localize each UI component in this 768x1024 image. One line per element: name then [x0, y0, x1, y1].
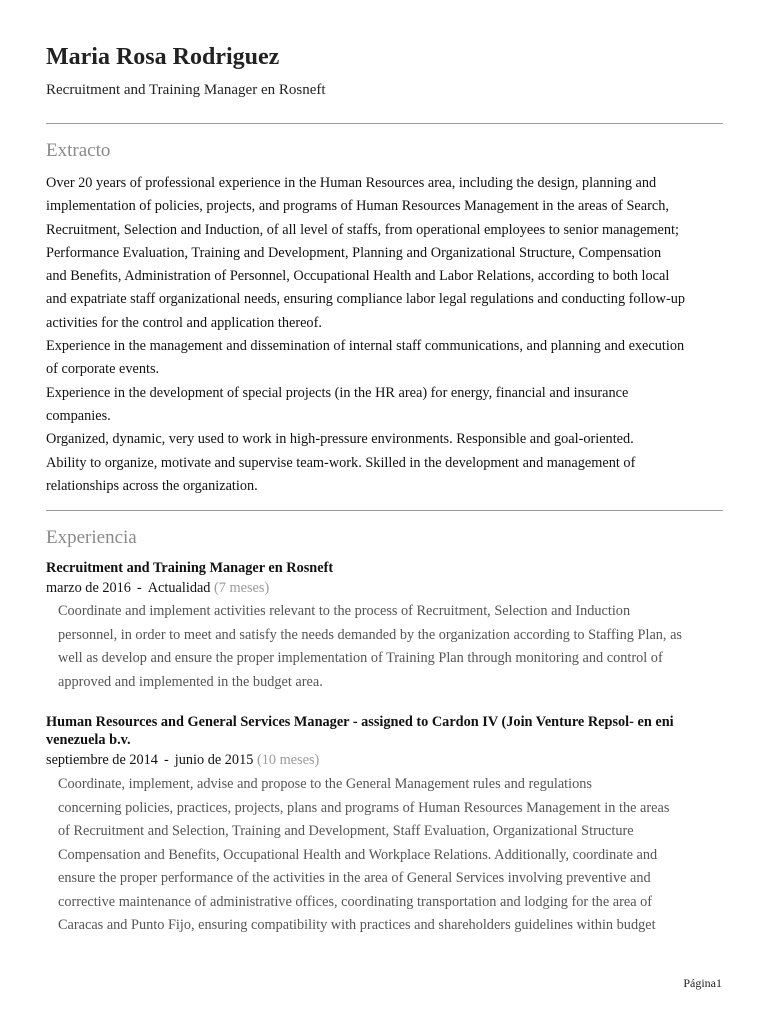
summary-paragraph: Organized, dynamic, very used to work in high-pressure environments. Responsible and goal-oriented.: [46, 431, 634, 448]
job-dates: [46, 750, 319, 770]
job-description: Coordinate, implement, advise and propose to the General Management rules and regulations concerning policies, practices, projects, plans and programs of Human Resources Management in the areas of Recruitment and Selection, Training and Development, Staff Evaluation, Organizational Structure Compensation and Benefits, Occupational Health and Workplace Relations. Additionally, coordinate and ensure the proper performance of the activities in the area of General Services involving preventive and corrective maintenance of administrative offices, coordinating transportation and lodging for the area of Caracas and Punto Fijo, ensuring compatibility with practices and shareholders guidelines within budget: [58, 776, 670, 933]
job-duration: (7 meses): [214, 580, 270, 596]
summary-paragraph: Ability to organize, motivate and supervise team-work. Skilled in the development and management of relationships across the organization.: [46, 454, 636, 494]
profile-name: Maria Rosa Rodriguez: [46, 44, 280, 70]
summary-section-title: Extracto: [46, 140, 111, 161]
page-number: Página1: [683, 976, 722, 990]
job-start-date: marzo de 2016: [46, 580, 131, 596]
section-divider: [46, 510, 723, 511]
experience-section-title: Experiencia: [46, 527, 137, 548]
date-separator: -: [163, 752, 169, 768]
summary-paragraph: Over 20 years of professional experience in the Human Resources area, including the design, planning and implementation of policies, projects, and programs of Human Resources Management in the areas of Search, Recruitment, Selection and Induction, of all level of staffs, from operational employees to senior management; Performance Evaluation, Training and Development, Planning and Organizational Structure, Compensation and Benefits, Administration of Personnel, Occupational Health and Labor Relations, according to both local and expatriate staff organizational needs, ensuring compliance labor legal regulations and conducting follow-up activities for the control and application thereof.: [46, 175, 686, 331]
job-description: Coordinate and implement activities relevant to the process of Recruitment, Selection and Induction personnel, in order to meet and satisfy the needs demanded by the organization according to Staffing Plan, as well as develop and ensure the proper implementation of Training Plan through monitoring and control of approved and implemented in the budget area.: [58, 603, 682, 690]
section-divider: [46, 123, 723, 124]
date-separator: -: [136, 580, 142, 596]
job-end-date: junio de 2015: [174, 752, 254, 768]
job-dates: [46, 578, 269, 598]
job-title: Human Resources and General Services Manager - assigned to Cardon IV (Join Venture Repsol- en eni venezuela b.v.: [46, 714, 674, 748]
job-start-date: septiembre de 2014: [46, 752, 158, 768]
summary-paragraph: Experience in the development of special projects (in the HR area) for energy, financial and insurance companies.: [46, 384, 629, 424]
summary-paragraph: Experience in the management and dissemination of internal staff communications, and planning and execution of corporate events.: [46, 338, 685, 378]
profile-headline: Recruitment and Training Manager en Rosneft: [46, 82, 326, 98]
job-end-date: Actualidad: [147, 580, 211, 596]
summary-body: [46, 172, 731, 498]
job-duration: (10 meses): [256, 752, 320, 768]
job-title: Recruitment and Training Manager en Rosneft: [46, 560, 334, 576]
